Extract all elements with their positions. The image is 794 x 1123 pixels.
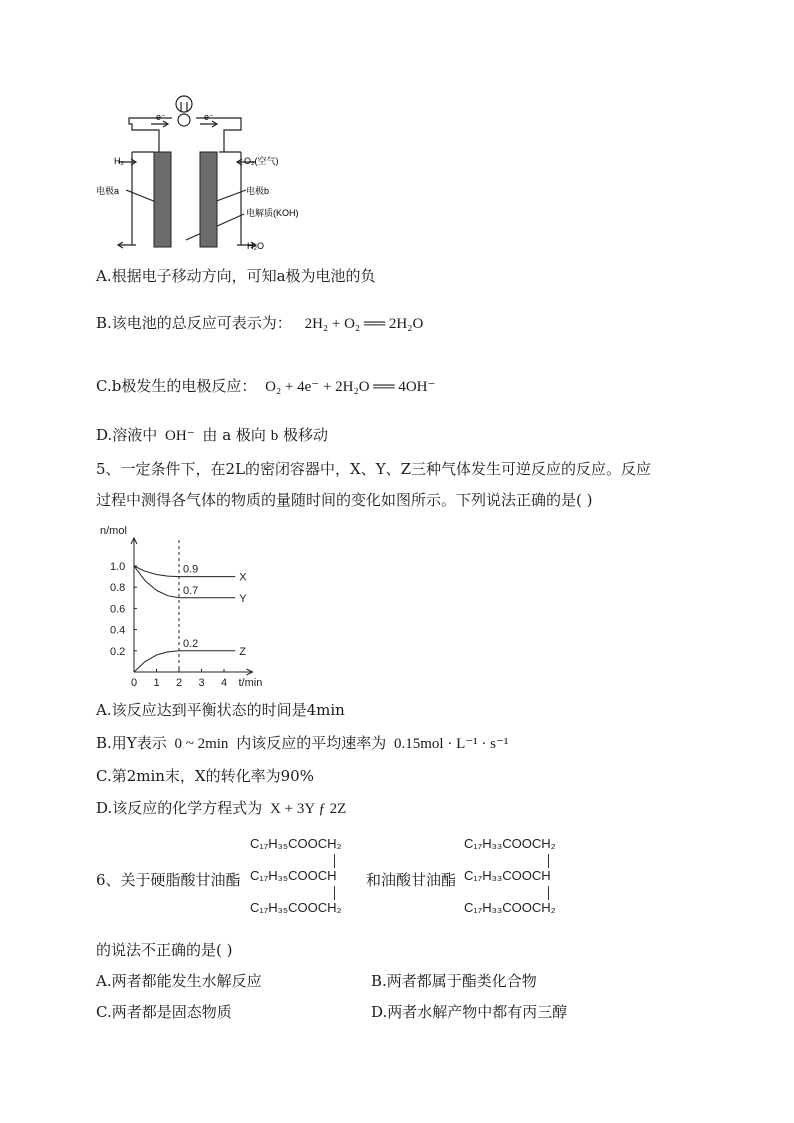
q4-option-c-equation: O₂ + 4e⁻ + 2H₂O ══ 4OH⁻: [265, 379, 436, 395]
q5-option-b: [96, 733, 508, 754]
y-axis-label: n/mol: [100, 525, 127, 537]
q5-option-a: A.该反应达到平衡状态的时间是4min: [96, 701, 345, 719]
q4-option-a: A.根据电子移动方向，可知a极为电池的负: [96, 267, 376, 285]
stearin-line-1: C₁₇H₃₅COOCH₂: [250, 836, 342, 851]
series-x-label: X: [239, 571, 247, 584]
y-tick-label: 0.6: [110, 603, 126, 616]
stearin-bond-2: [334, 886, 370, 900]
series-y-value-label: 0.7: [183, 584, 199, 597]
series-z-value-label: 0.2: [183, 637, 199, 650]
x-tick-label: 1: [153, 677, 160, 689]
q5-option-d-equation: X + 3Y ƒ 2Z: [270, 801, 347, 817]
olein-bond-2: [548, 886, 584, 900]
stearin-structure: [250, 836, 370, 918]
h2o-label: H₂O: [247, 241, 264, 251]
x-axis-label: t/min: [238, 677, 263, 689]
e-right-label: e⁻: [204, 112, 214, 122]
amount-vs-time-chart: [96, 520, 286, 690]
series-y-label: Y: [239, 592, 247, 605]
x-tick-label: 0: [131, 677, 138, 689]
electrode-b-label: 电极b: [246, 186, 270, 196]
q4-option-d-text: D.溶液中: [96, 426, 158, 444]
q5-stem-line-2: 过程中测得各气体的物质的量随时间的变化如图所示。下列说法正确的是( ): [96, 491, 593, 509]
q6-option-d: D.两者水解产物中都有丙三醇: [371, 1003, 568, 1021]
olein-line-2: C₁₇H₃₃COOCH: [464, 868, 551, 883]
q5-option-c: C.第2min末，X的转化率为90%: [96, 767, 314, 785]
q4-option-c-text: C.b极发生的电极反应：: [96, 377, 257, 395]
y-tick-label: 0.4: [110, 624, 126, 637]
fuel-cell-diagram: [96, 90, 336, 260]
series-z-label: Z: [239, 645, 246, 658]
o2-label: O₂(空气): [244, 156, 279, 166]
q4-option-c: [96, 376, 435, 397]
series-z-line: [134, 651, 235, 672]
q4-option-b-equation: 2H₂ + O₂ ══ 2H₂O: [304, 316, 424, 332]
e-left-label: e⁻: [156, 112, 166, 122]
q5-option-b-text-2: 内该反应的平均速率为: [236, 734, 387, 752]
stearin-bond-1: [334, 854, 370, 868]
q5-option-b-value: 0.15mol · L⁻¹ · s⁻¹: [394, 736, 509, 752]
olein-line-3: C₁₇H₃₃COOCH₂: [464, 900, 556, 915]
q4-option-d-text-3: 极移动: [282, 426, 328, 444]
q5-option-d: [96, 798, 346, 819]
q6-option-b: B.两者都属于酯类化合物: [371, 972, 537, 990]
y-tick-label: 0.8: [110, 582, 126, 595]
q4-option-d: [96, 425, 328, 446]
y-tick-label: 1.0: [110, 561, 126, 573]
q4-option-d-b: b: [270, 428, 279, 444]
x-tick-label: 3: [198, 677, 205, 689]
h2-label: H₂: [114, 156, 124, 166]
stearin-line-2: C₁₇H₃₅COOCH: [250, 868, 337, 883]
q6-stem-middle: 和油酸甘油酯: [366, 871, 457, 889]
q6-stem-line-2: 的说法不正确的是( ): [96, 941, 233, 959]
olein-line-1: C₁₇H₃₃COOCH₂: [464, 836, 556, 851]
q5-option-b-range: 0 ~ 2min: [174, 736, 229, 752]
olein-structure: [464, 836, 584, 918]
q5-option-d-text: D.该反应的化学方程式为: [96, 799, 263, 817]
olein-bond-1: [548, 854, 584, 868]
q6-stem-prefix: 6、关于硬脂酸甘油酯: [96, 871, 241, 889]
q5-stem-line-1: 5、一定条件下，在2L的密闭容器中，X、Y、Z三种气体发生可逆反应的反应。反应: [96, 460, 652, 478]
stearin-line-3: C₁₇H₃₅COOCH₂: [250, 900, 342, 915]
x-tick-label: 2: [176, 677, 183, 689]
q4-option-d-ion: OH⁻: [165, 428, 195, 444]
y-tick-label: 0.2: [110, 645, 126, 658]
q6-option-c: C.两者都是固态物质: [96, 1003, 232, 1021]
q6-option-a: A.两者都能发生水解反应: [96, 972, 262, 990]
q4-option-b-text: B.该电池的总反应可表示为：: [96, 314, 292, 332]
q4-option-d-text-2: 由 a 极向: [202, 426, 266, 444]
q4-option-b: [96, 313, 423, 334]
series-x-value-label: 0.9: [183, 563, 199, 576]
x-tick-label: 4: [221, 677, 228, 689]
electrode-a-label: 电极a: [96, 186, 120, 196]
q5-option-b-text: B.用Y表示: [96, 734, 167, 752]
electrolyte-label: 电解质(KOH): [246, 208, 299, 218]
